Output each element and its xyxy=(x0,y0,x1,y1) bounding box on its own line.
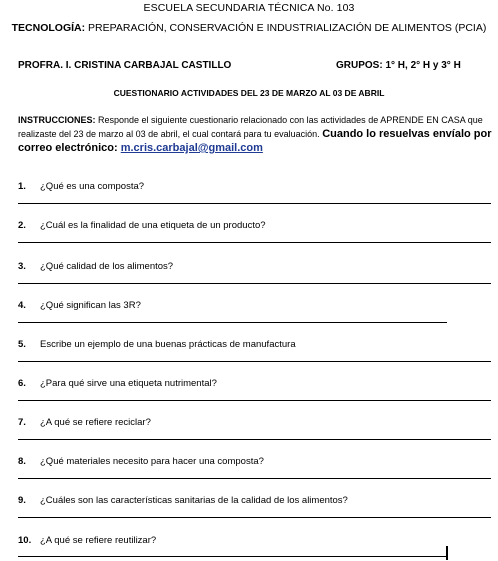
text-cursor xyxy=(446,546,448,560)
answer-line[interactable] xyxy=(18,203,491,204)
subject-title xyxy=(0,22,498,34)
question-number: 3. xyxy=(18,261,26,272)
question-text: ¿A qué se refiere reciclar? xyxy=(40,417,151,428)
questionnaire-title: CUESTIONARIO ACTIVIDADES DEL 23 DE MARZO AL 03 DE ABRIL xyxy=(113,88,385,98)
question-text: ¿Cuál es la finalidad de una etiqueta de un producto? xyxy=(40,220,266,231)
answer-line[interactable] xyxy=(18,242,491,243)
instructions xyxy=(18,113,493,155)
groups-label: GRUPOS: 1° H, 2° H y 3° H xyxy=(336,60,461,71)
question-text: Escribe un ejemplo de una buenas prácticas de manufactura xyxy=(40,339,296,350)
instructions-emphasis: Cuando lo resuelvas envíalo por correo electrónico: xyxy=(18,128,492,154)
question-text: ¿A qué se refiere reutilizar? xyxy=(40,535,157,546)
question-number: 5. xyxy=(18,339,26,350)
email-link[interactable]: m.cris.carbajal@gmail.com xyxy=(120,142,263,154)
question-number: 9. xyxy=(18,495,26,506)
answer-line[interactable] xyxy=(18,556,446,557)
answer-line[interactable] xyxy=(18,283,491,284)
subject-label: TECNOLOGÍA: xyxy=(11,22,86,34)
question-item xyxy=(18,535,156,546)
question-item xyxy=(18,181,144,192)
question-number: 10. xyxy=(18,535,32,546)
question-text: ¿Qué significan las 3R? xyxy=(40,300,141,311)
question-item xyxy=(18,456,264,467)
question-number: 2. xyxy=(18,220,26,231)
question-text: ¿Qué es una composta? xyxy=(40,181,145,192)
question-text: ¿Qué materiales necesito para hacer una composta? xyxy=(40,456,264,467)
answer-line[interactable] xyxy=(18,439,491,440)
question-item xyxy=(18,417,151,428)
question-number: 8. xyxy=(18,456,26,467)
answer-line[interactable] xyxy=(18,478,491,479)
subject-name: PREPARACIÓN, CONSERVACIÓN E INDUSTRIALIZACIÓN DE ALIMENTOS (PCIA) xyxy=(85,22,487,34)
instructions-label: INSTRUCCIONES: xyxy=(18,115,96,125)
teacher-name: PROFRA. I. CRISTINA CARBAJAL CASTILLO xyxy=(18,60,232,71)
question-text: ¿Para qué sirve una etiqueta nutrimental? xyxy=(40,378,217,389)
question-text: ¿Qué calidad de los alimentos? xyxy=(40,261,174,272)
answer-line[interactable] xyxy=(18,517,491,518)
question-number: 1. xyxy=(18,181,26,192)
question-number: 6. xyxy=(18,378,26,389)
instructions-text: Responde el siguiente cuestionario relacionado con las actividades de APRENDE EN CASA que realizaste del 23 de marzo al 03 de abril, el cual contará para tu evaluación. xyxy=(18,115,483,139)
answer-line[interactable] xyxy=(18,400,491,401)
question-item xyxy=(18,495,348,506)
answer-line[interactable] xyxy=(18,322,447,323)
school-name: ESCUELA SECUNDARIA TÉCNICA No. 103 xyxy=(143,2,355,14)
question-item xyxy=(18,300,141,311)
question-item xyxy=(18,339,296,350)
question-text: ¿Cuáles son las características sanitarias de la calidad de los alimentos? xyxy=(40,495,348,506)
question-item xyxy=(18,378,217,389)
question-item xyxy=(18,220,266,231)
question-item xyxy=(18,261,173,272)
answer-line[interactable] xyxy=(18,361,491,362)
question-number: 7. xyxy=(18,417,26,428)
question-number: 4. xyxy=(18,300,26,311)
